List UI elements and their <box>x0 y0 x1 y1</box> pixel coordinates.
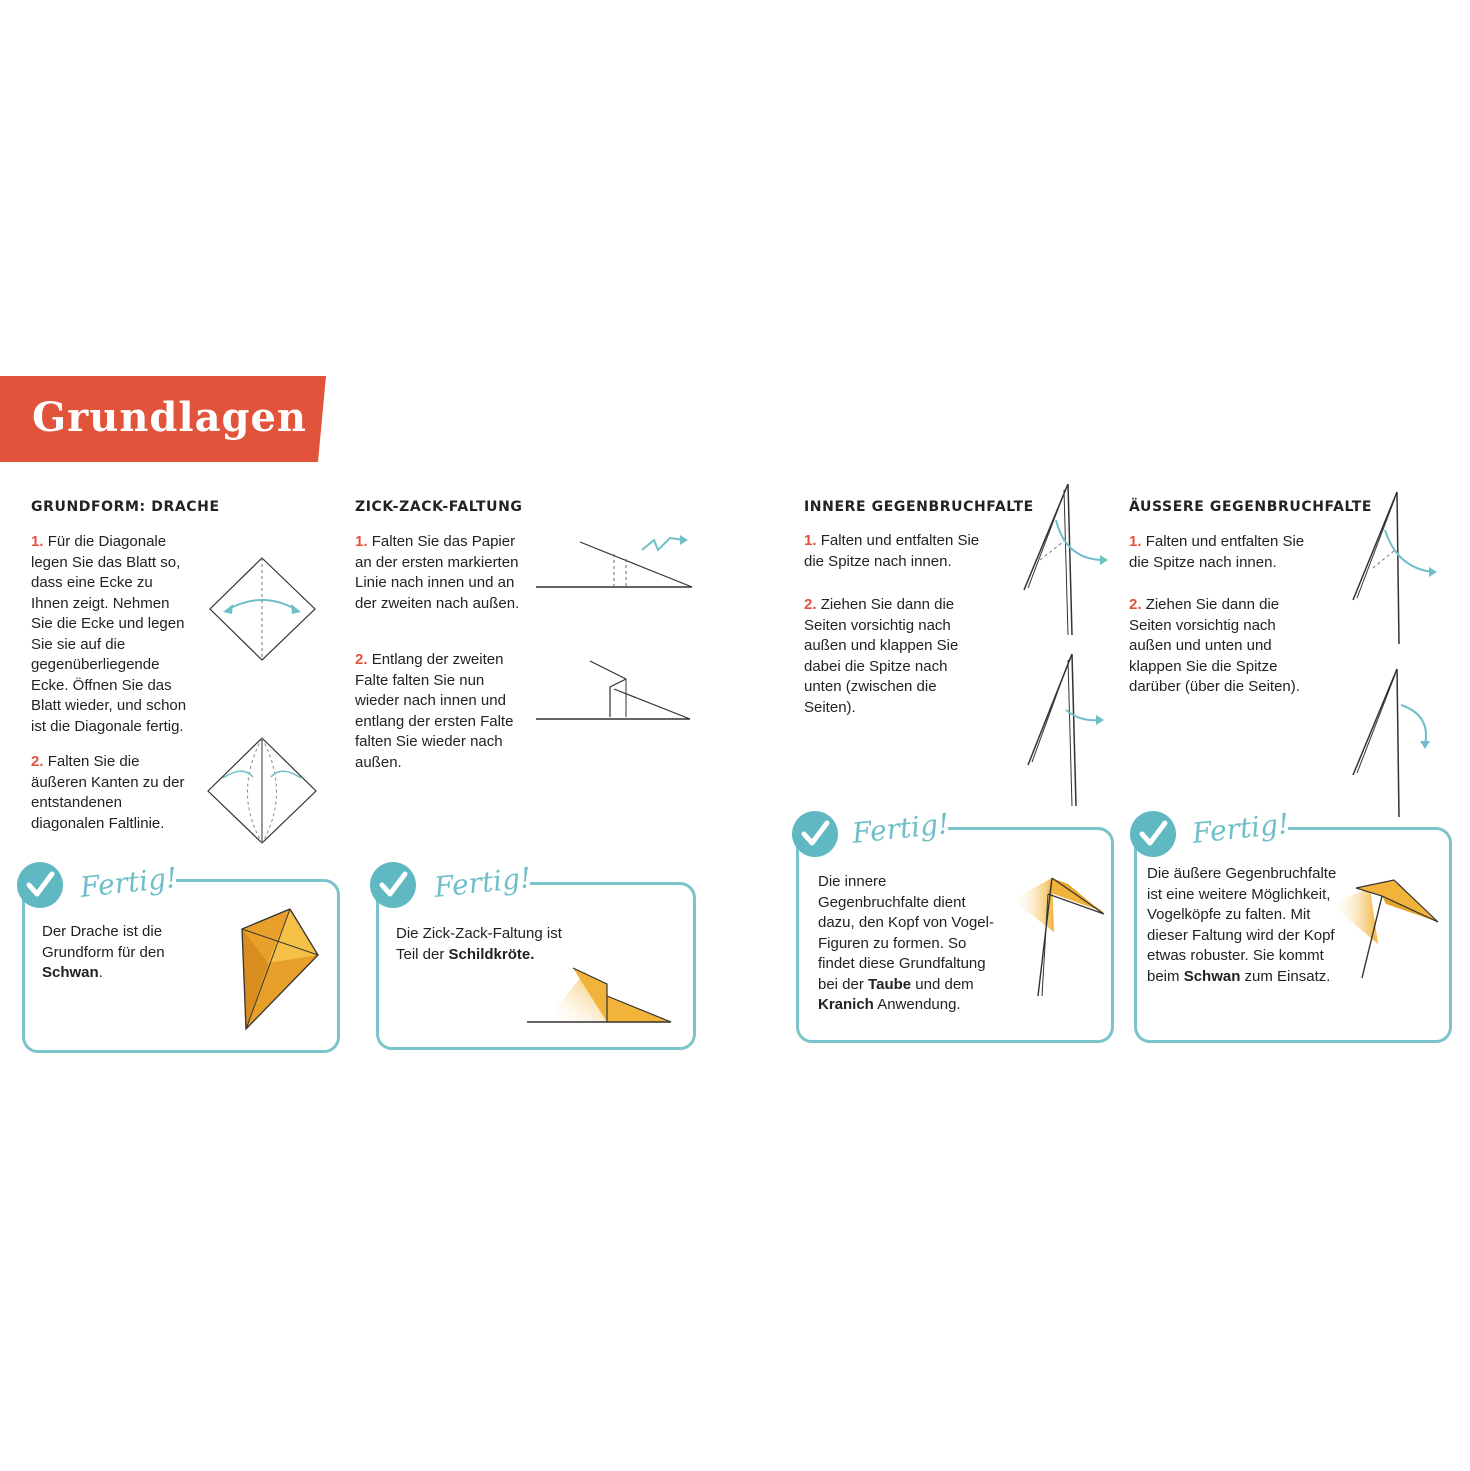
done-text-part: Die innere Gegenbruchfalte dient dazu, den Kopf von Vogel-Figuren zu formen. So findet diese Grundfaltung bei der <box>818 873 994 993</box>
check-icon <box>792 811 838 857</box>
step-text: Für die Diagonale legen Sie das Blatt so, dass eine Ecke zu Ihnen zeigt. Nehmen Sie die Ecke und legen Sie sie auf die gegenüberliegende Ecke. Öffnen Sie das Blatt wieder, und schon ist die Diagonale fertig. <box>31 533 187 735</box>
section-heading-drache: GRUNDFORM: DRACHE <box>31 499 220 515</box>
aeussere-step-1 <box>1129 532 1319 573</box>
bird-head-outer-illustration <box>1326 874 1444 984</box>
done-text-bold: Schwan <box>42 964 99 981</box>
done-text-part: Die äußere Gegenbruchfalte ist eine weitere Möglichkeit, Vogelköpfe zu falten. Mit dieser Faltung wird der Kopf etwas robuster. Sie kommt beim <box>1147 865 1337 985</box>
innere-step-1 <box>804 531 994 572</box>
section-heading-aeussere: ÄUSSERE GEGENBRUCHFALTE <box>1129 499 1373 515</box>
section-heading-innere: INNERE GEGENBRUCHFALTE <box>804 499 1034 515</box>
step-number: 1. <box>1129 533 1142 550</box>
step-text: Entlang der zweiten Falte falten Sie nun wieder nach innen und entlang der ersten Falte falten Sie wieder nach außen. <box>355 651 514 771</box>
zickzack-diagram-2 <box>534 655 699 725</box>
check-icon <box>1130 811 1176 857</box>
innere-diagram-2 <box>1020 650 1115 810</box>
step-text: Falten Sie das Papier an der ersten markierten Linie nach innen und an der zweiten nach außen. <box>355 533 520 612</box>
drache-step-2 <box>31 752 191 834</box>
done-text-innere <box>818 872 1000 1016</box>
aeussere-diagram-1 <box>1345 488 1440 648</box>
page-title: Grundlagen <box>32 394 307 441</box>
check-icon <box>370 862 416 908</box>
done-text-part: Die Zick-Zack-Faltung ist Teil der <box>396 925 562 963</box>
done-text-part: Anwendung. <box>873 996 961 1013</box>
done-text-part: . <box>98 964 103 981</box>
step-number: 2. <box>31 753 44 770</box>
zickzack-step-1 <box>355 532 527 614</box>
innere-step-2 <box>804 595 976 718</box>
fertig-label: Fertig! <box>1190 807 1291 850</box>
aeussere-diagram-2 <box>1345 665 1440 820</box>
drache-diagram-1 <box>205 552 320 667</box>
aeussere-step-2 <box>1129 595 1319 698</box>
step-number: 1. <box>355 533 368 550</box>
zickzack-diagram-1 <box>534 530 699 595</box>
step-text: Falten und entfalten Sie die Spitze nach innen. <box>804 532 980 570</box>
innere-diagram-1 <box>1016 480 1111 640</box>
done-text-part: zum Einsatz. <box>1240 967 1331 985</box>
done-text-aeussere <box>1147 864 1337 987</box>
step-text: Ziehen Sie dann die Seiten vorsichtig nach außen und klappen Sie dabei die Spitze nach unten (zwischen die Seiten). <box>804 596 959 716</box>
done-text-part: Der Drache ist die Grundform für den <box>42 923 165 961</box>
kite-illustration <box>238 905 322 1035</box>
step-number: 2. <box>1129 596 1142 613</box>
drache-diagram-2 <box>203 733 321 848</box>
step-text: Ziehen Sie dann die Seiten vorsichtig nach außen und unten und klappen Sie die Spitze darüber (über die Seiten). <box>1129 596 1300 695</box>
bird-head-inner-illustration <box>1008 872 1108 1002</box>
section-heading-zickzack: ZICK-ZACK-FALTUNG <box>355 499 523 515</box>
step-text: Falten Sie die äußeren Kanten zu der entstandenen diagonalen Faltlinie. <box>31 753 185 832</box>
fertig-label: Fertig! <box>850 807 951 850</box>
turtle-fold-illustration <box>525 960 675 1028</box>
done-text-bold: Schwan <box>1183 967 1241 985</box>
done-text-drache <box>42 922 202 984</box>
done-text-part: und dem <box>911 975 974 993</box>
fertig-label: Fertig! <box>78 861 179 904</box>
zickzack-step-2 <box>355 650 525 773</box>
check-icon <box>17 862 63 908</box>
done-text-bold: Kranich <box>818 996 874 1013</box>
done-text-bold: Schildkröte. <box>448 945 535 963</box>
step-number: 1. <box>31 533 44 550</box>
drache-step-1 <box>31 532 193 737</box>
step-number: 1. <box>804 532 817 549</box>
step-number: 2. <box>355 651 368 668</box>
done-text-bold: Taube <box>868 975 912 993</box>
step-text: Falten und entfalten Sie die Spitze nach innen. <box>1129 533 1305 571</box>
done-text-zickzack <box>396 924 576 965</box>
fertig-label: Fertig! <box>432 861 533 904</box>
step-number: 2. <box>804 596 817 613</box>
